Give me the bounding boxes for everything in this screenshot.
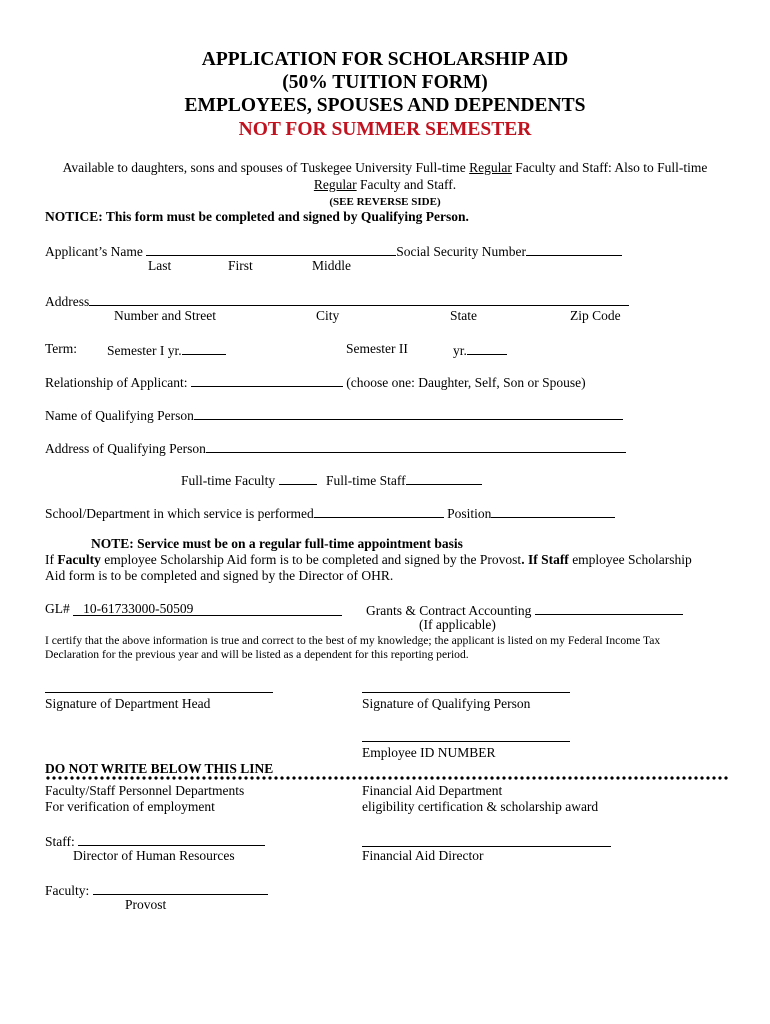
certification-line1: I certify that the above information is true and correct to the best of my knowledge; the applicant is listed on my Federal Income Tax xyxy=(45,634,661,647)
form-title: APPLICATION FOR SCHOLARSHIP AID xyxy=(201,49,569,70)
certification-line2: Declaration for the previous year and will be listed as a dependent for this reporting period. xyxy=(45,648,469,661)
provost-label: Provost xyxy=(125,897,167,912)
qualifying-address-field[interactable]: Address of Qualifying Person xyxy=(45,439,626,457)
dept-head-signature-label: Signature of Department Head xyxy=(45,696,211,711)
zip-label: Zip Code xyxy=(570,308,621,323)
note-text-cont: Aid form is to be completed and signed by the Director of OHR. xyxy=(45,568,394,583)
qualifying-name-field[interactable]: Name of Qualifying Person xyxy=(45,406,623,424)
fulltime-faculty-field[interactable]: Full-time Faculty xyxy=(181,471,317,489)
grants-accounting-field[interactable]: Grants & Contract Accounting xyxy=(366,601,683,619)
last-label: Last xyxy=(148,258,172,273)
personnel-dept-label: Faculty/Staff Personnel Departments xyxy=(45,783,245,798)
if-applicable-label: (If applicable) xyxy=(419,617,496,632)
semester-2-label: Semester II xyxy=(346,341,408,356)
qualifying-signature-label: Signature of Qualifying Person xyxy=(362,696,531,711)
notice: NOTICE: This form must be completed and signed by Qualifying Person. xyxy=(45,209,469,224)
eligibility-label: eligibility certification & scholarship award xyxy=(362,799,599,814)
gl-field[interactable]: GL# 10-61733000-50509 xyxy=(45,601,342,617)
number-street-label: Number and Street xyxy=(114,308,216,323)
semester-2-year-field[interactable]: yr. xyxy=(453,341,507,359)
form-audience: EMPLOYEES, SPOUSES AND DEPENDENTS xyxy=(184,95,586,116)
fin-aid-director-signature-line[interactable] xyxy=(362,846,611,847)
gl-number: 10-61733000-50509 xyxy=(83,601,194,616)
eligibility-intro: Available to daughters, sons and spouses of Tuskegee University Full-time Regular Faculty and Staff: Also to Full-time xyxy=(62,160,708,175)
employee-id-label: Employee ID NUMBER xyxy=(362,745,496,760)
fulltime-staff-field[interactable]: Full-time Staff xyxy=(326,471,482,489)
dept-head-signature-line[interactable] xyxy=(45,692,273,693)
semester-1-field[interactable]: Semester I yr. xyxy=(107,341,226,359)
financial-aid-dept-label: Financial Aid Department xyxy=(362,783,503,798)
director-hr-label: Director of Human Resources xyxy=(73,848,235,863)
do-not-write-label: DO NOT WRITE BELOW THIS LINE xyxy=(45,761,274,776)
qualifying-signature-line[interactable] xyxy=(362,692,570,693)
note-heading: NOTE: Service must be on a regular full-time appointment basis xyxy=(91,536,463,551)
state-label: State xyxy=(450,308,477,323)
relationship-field[interactable]: Relationship of Applicant: (choose one: Daughter, Self, Son or Spouse) xyxy=(45,375,586,390)
fin-aid-director-label: Financial Aid Director xyxy=(362,848,484,863)
address-field[interactable]: Address xyxy=(45,292,629,310)
employee-id-line[interactable] xyxy=(362,741,570,742)
first-label: First xyxy=(228,258,253,273)
term-label: Term: xyxy=(45,341,78,356)
eligibility-intro-cont: Regular Faculty and Staff. xyxy=(313,177,457,192)
staff-signature-field[interactable]: Staff: xyxy=(45,832,265,850)
dotted-divider xyxy=(45,776,730,780)
note-text: If Faculty employee Scholarship Aid form is to be completed and signed by the Provost. If Staff employee Scholarship xyxy=(45,552,692,567)
applicant-name-field[interactable]: Applicant’s Name Social Security Number xyxy=(45,242,622,260)
middle-label: Middle xyxy=(312,258,351,273)
see-reverse-note: (SEE REVERSE SIDE) xyxy=(329,196,441,208)
faculty-signature-field[interactable]: Faculty: xyxy=(45,881,268,899)
summer-warning: NOT FOR SUMMER SEMESTER xyxy=(238,119,532,140)
form-subtitle: (50% TUITION FORM) xyxy=(282,72,488,93)
school-department-field[interactable]: School/Department in which service is performed Position xyxy=(45,504,615,522)
verification-label: For verification of employment xyxy=(45,799,215,814)
city-label: City xyxy=(316,308,340,323)
